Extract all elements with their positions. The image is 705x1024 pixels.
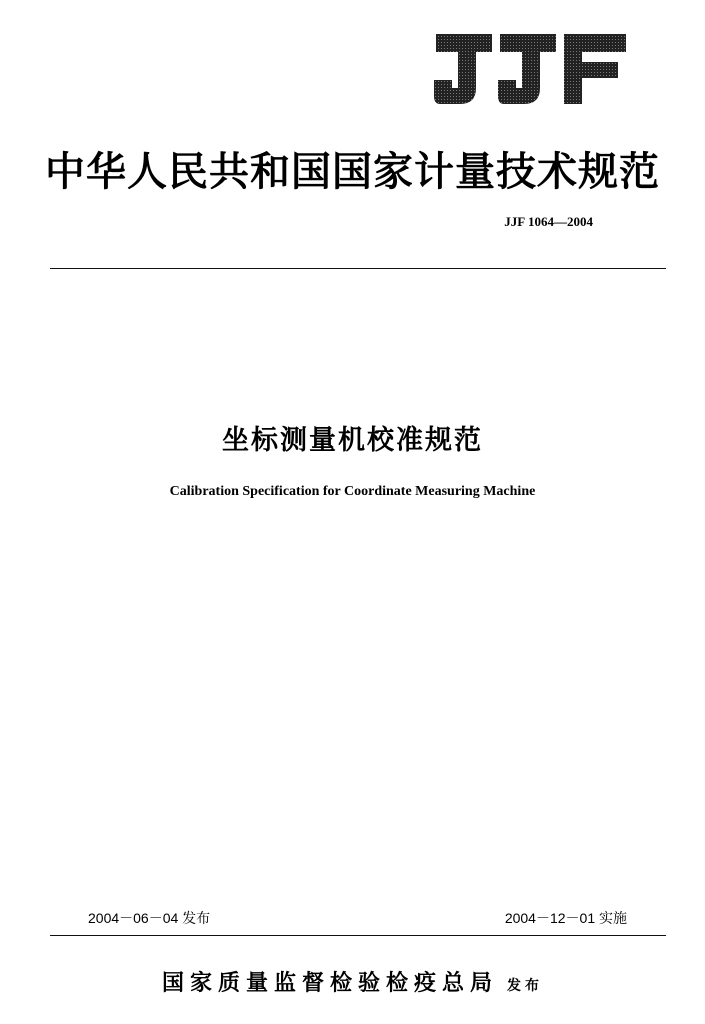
document-title-en: Calibration Specification for Coordinate Measuring Machine (169, 484, 536, 499)
header-divider (50, 268, 666, 269)
issue-date: 2004－06－04 发布 (88, 910, 211, 926)
publisher-action: 发布 (507, 978, 544, 994)
document-title-cn: 坐标测量机校准规范 (222, 425, 483, 456)
implementation-date: 2004－12－01 实施 (504, 910, 627, 926)
publisher-name: 国家质量监督检验检疫总局 (161, 970, 498, 996)
footer-divider (50, 935, 666, 936)
document-number: JJF 1064—2004 (504, 214, 593, 229)
issuing-authority-title: 中华人民共和国国家计量技术规范 (45, 148, 660, 195)
jjf-logo-graphic (432, 30, 628, 108)
jjf-logo (432, 30, 628, 108)
publisher-line (0, 966, 705, 997)
